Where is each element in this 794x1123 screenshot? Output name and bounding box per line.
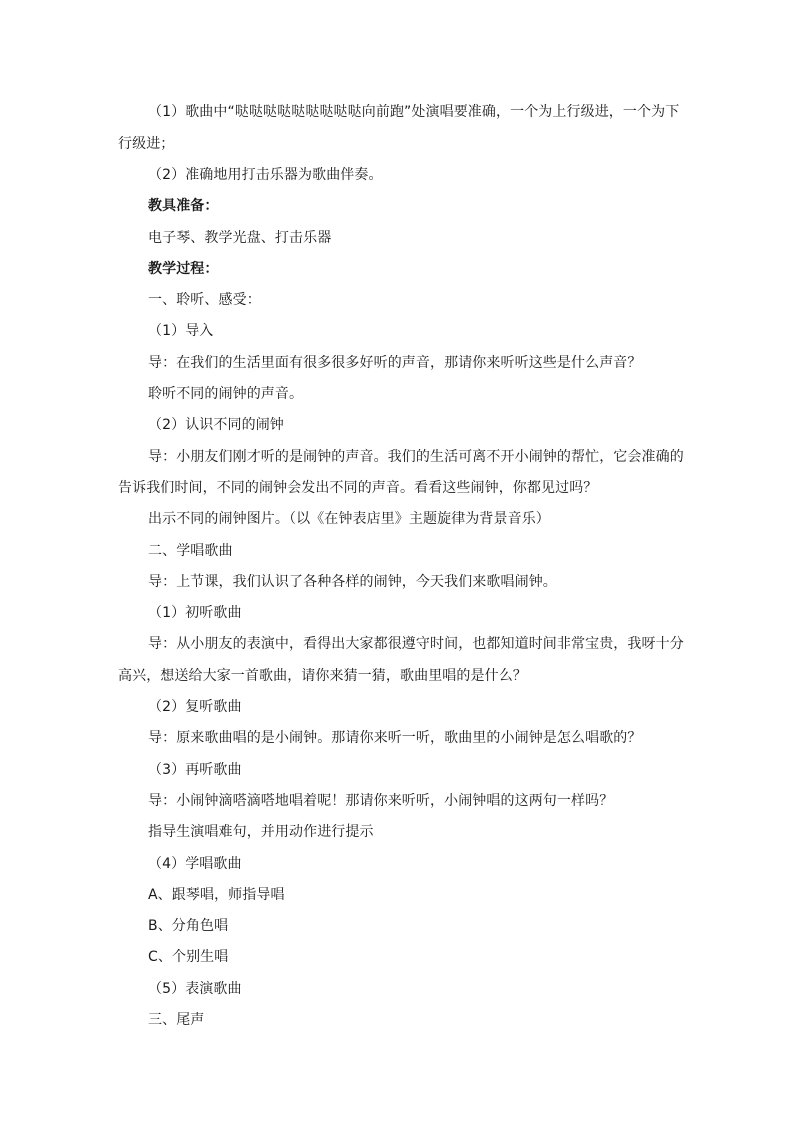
step-recognize-clocks: （2）认识不同的闹钟: [148, 417, 284, 433]
intro-guide-text: 导：在我们的生活里面有很多很多好听的声音，那请你来听听这些是什么声音？: [148, 355, 642, 371]
step-second-listen: （2）复听歌曲: [148, 699, 242, 715]
step-third-listen: （3）再听歌曲: [148, 762, 242, 778]
objective-line-1-cont: 行级进；: [118, 136, 175, 152]
section-2-guide-text: 导：上节课，我们认识了各种各样的闹钟，今天我们来歌唱闹钟。: [148, 574, 557, 590]
objective-line-2: （2）准确地用打击乐器为歌曲伴奏。: [148, 167, 383, 183]
third-listen-guide-text: 导：小闹钟滴嗒滴嗒地唱着呢！那请你来听听，小闹钟唱的这两句一样吗？: [148, 793, 614, 809]
step-perform-song: （5）表演歌曲: [148, 981, 242, 997]
section-1-heading: 一、聆听、感受：: [148, 292, 261, 308]
section-2-heading: 二、学唱歌曲: [148, 543, 233, 559]
teaching-process-heading: 教学过程：: [148, 261, 219, 277]
step-learn-song: （4）学唱歌曲: [148, 856, 242, 872]
first-listen-guide-line-2: 高兴，想送给大家一首歌曲，请你来猜一猜，歌曲里唱的是什么？: [118, 668, 527, 684]
intro-listen-text: 聆听不同的闹钟的声音。: [148, 386, 304, 402]
section-3-heading: 三、尾声: [148, 1012, 205, 1028]
recognize-guide-line-1: 导：小朋友们刚才听的是闹钟的声音。我们的生活可离不开小闹钟的帮忙，它会准确的: [148, 449, 684, 465]
teaching-aids-text: 电子琴、教学光盘、打击乐器: [148, 230, 332, 246]
step-first-listen: （1）初听歌曲: [148, 605, 242, 621]
recognize-guide-line-2: 告诉我们时间，不同的闹钟会发出不同的声音。看看这些闹钟，你都见过吗？: [118, 480, 598, 496]
show-pictures-text: 出示不同的闹钟图片。（以《在钟表店里》主题旋律为背景音乐）: [148, 511, 550, 527]
second-listen-guide-text: 导：原来歌曲唱的是小闹钟。那请你来听一听，歌曲里的小闹钟是怎么唱歌的？: [148, 730, 642, 746]
first-listen-guide-line-1: 导：从小朋友的表演中，看得出大家都很遵守时间，也都知道时间非常宝贵，我呀十分: [148, 636, 684, 652]
objective-line-1: （1）歌曲中“哒哒哒哒哒哒哒哒哒向前跑”处演唱要准确，一个为上行级进，一个为下: [148, 104, 680, 120]
learn-song-item-a: A、跟琴唱，师指导唱: [148, 887, 285, 903]
step-intro: （1）导入: [148, 323, 214, 339]
learn-song-item-c: C、个别生唱: [148, 949, 229, 965]
learn-song-item-b: B、分角色唱: [148, 918, 229, 934]
difficult-phrase-text: 指导生演唱难句，并用动作进行提示: [148, 824, 374, 840]
teaching-aids-heading: 教具准备：: [148, 198, 219, 214]
